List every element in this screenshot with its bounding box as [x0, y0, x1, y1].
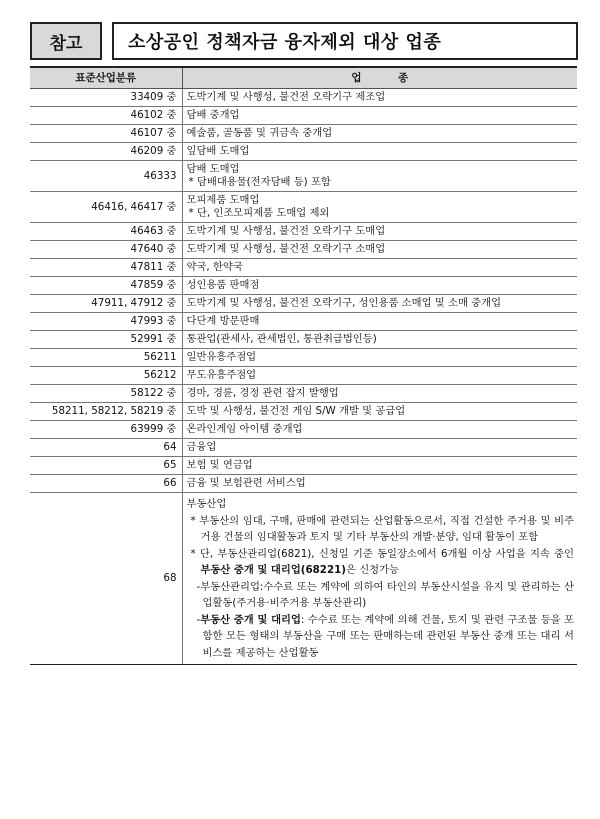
table-row — [30, 421, 577, 439]
table-row — [30, 125, 577, 143]
industry-name: 경마, 경륜, 경정 관련 잡지 발행업 — [186, 387, 339, 399]
industry-code: 65 — [30, 457, 182, 475]
page-title: 소상공인 정책자금 융자제외 대상 업종 — [112, 22, 578, 60]
exception-text-pre: * 단, 부동산관리업(6821), 신청일 기준 동일장소에서 6개월 이상 사업을 지속 중인 — [190, 547, 574, 560]
industry-code: 46209 중 — [30, 143, 182, 161]
industry-code: 33409 중 — [30, 89, 182, 107]
industry-description — [182, 385, 577, 403]
industry-name: 담배 도매업 — [186, 163, 240, 175]
industry-description — [182, 277, 577, 295]
excluded-industries-table — [30, 66, 577, 665]
table-row — [30, 385, 577, 403]
realestate-def-brokerage — [187, 612, 575, 662]
industry-code: 56212 — [30, 367, 182, 385]
reference-tag: 참고 — [30, 22, 102, 60]
industry-code: 68 — [30, 493, 182, 665]
industry-name: 담배 중개업 — [186, 109, 240, 121]
industry-code: 66 — [30, 475, 182, 493]
industry-name: 모피제품 도매업 — [186, 194, 260, 206]
industry-description — [182, 259, 577, 277]
brokerage-text: : 수수료 또는 계약에 의해 건물, 토지 및 관련 구조물 등을 포함한 모든 형태의 부동산을 구매 또는 판매하는데 관련된 부동산 중개 또는 대리 서비스를 제공하는 산업활동 — [202, 613, 574, 659]
industry-description — [182, 192, 577, 223]
industry-code: 46333 — [30, 161, 182, 192]
industry-name: 성인용품 판매점 — [186, 279, 260, 291]
industry-code: 47993 중 — [30, 313, 182, 331]
column-header-code: 표준산업분류 — [30, 67, 182, 89]
table-row — [30, 295, 577, 313]
industry-code: 46416, 46417 중 — [30, 192, 182, 223]
industry-code: 46107 중 — [30, 125, 182, 143]
industry-code: 58211, 58212, 58219 중 — [30, 403, 182, 421]
industry-name: 무도유흥주점업 — [186, 369, 257, 381]
table-row — [30, 259, 577, 277]
table-row — [30, 403, 577, 421]
table-row — [30, 89, 577, 107]
industry-description — [182, 439, 577, 457]
industry-code: 46463 중 — [30, 223, 182, 241]
industry-name: 통관업(관세사, 관세법인, 통관취급법인등) — [186, 333, 377, 345]
industry-description — [182, 241, 577, 259]
industry-name: 약국, 한약국 — [186, 261, 243, 273]
industry-description — [182, 107, 577, 125]
table-row-realestate — [30, 493, 577, 665]
industry-description — [182, 475, 577, 493]
table-row — [30, 457, 577, 475]
table-header-row — [30, 67, 577, 89]
realestate-def-management: -부동산관리업:수수료 또는 계약에 의하여 타인의 부동산시설을 유지 및 관리하는 산업활동(주거용·비주거용 부동산관리) — [196, 580, 574, 609]
page-header — [30, 22, 578, 60]
industry-name: 도박기계 및 사행성, 불건전 오락기구, 성인용품 소매업 및 소매 중개업 — [186, 297, 502, 309]
industry-description — [182, 349, 577, 367]
industry-description — [182, 223, 577, 241]
exception-text-bold: 부동산 중개 및 대리업(68221) — [200, 564, 347, 576]
industry-code: 56211 — [30, 349, 182, 367]
table-row — [30, 107, 577, 125]
industry-description — [182, 403, 577, 421]
industry-code: 47911, 47912 중 — [30, 295, 182, 313]
industry-description — [182, 295, 577, 313]
industry-name: 금융업 — [186, 441, 217, 453]
industry-code: 52991 중 — [30, 331, 182, 349]
industry-code: 47811 중 — [30, 259, 182, 277]
industry-description — [182, 313, 577, 331]
table-row — [30, 223, 577, 241]
industry-description — [182, 493, 577, 665]
industry-name: 잎담배 도매업 — [186, 145, 250, 157]
column-header-business: 업 종 — [182, 67, 577, 89]
table-row — [30, 241, 577, 259]
industry-name: 온라인게임 아이템 중개업 — [186, 423, 303, 435]
industry-description — [182, 367, 577, 385]
realestate-note-exception — [187, 546, 575, 579]
industry-description — [182, 457, 577, 475]
industry-description — [182, 331, 577, 349]
table-row — [30, 331, 577, 349]
table-row — [30, 313, 577, 331]
industry-code: 47859 중 — [30, 277, 182, 295]
table-row — [30, 349, 577, 367]
industry-name: 일반유흥주점업 — [186, 351, 257, 363]
table-row — [30, 475, 577, 493]
industry-note: * 담배대용물(전자담배 등) 포함 — [188, 176, 331, 188]
industry-name: 도박 및 사행성, 불건전 게임 S/W 개발 및 공급업 — [186, 405, 406, 417]
table-row — [30, 161, 577, 192]
brokerage-bold: 부동산 중개 및 대리업 — [200, 613, 301, 626]
industry-name: 부동산업 — [186, 498, 227, 510]
table-row — [30, 277, 577, 295]
industry-description — [182, 161, 577, 192]
industry-name: 도박기계 및 사행성, 불건전 오락기구 도매업 — [186, 225, 386, 237]
industry-name: 다단계 방문판매 — [186, 315, 260, 327]
industry-name: 도박기계 및 사행성, 불건전 오락기구 소매업 — [186, 243, 386, 255]
industry-code: 46102 중 — [30, 107, 182, 125]
industry-name: 예술품, 골동품 및 귀금속 중개업 — [186, 127, 333, 139]
industry-name: 보험 및 연금업 — [186, 459, 253, 471]
industry-code: 47640 중 — [30, 241, 182, 259]
industry-description — [182, 89, 577, 107]
table-row — [30, 143, 577, 161]
table-body — [30, 89, 577, 665]
realestate-note-scope: * 부동산의 임대, 구매, 판매에 관련되는 산업활동으로서, 직접 건설한 주거용 및 비주거용 건물의 임대활동과 토지 및 기타 부동산의 개발·분양, 임대 활동이 포함 — [190, 514, 574, 543]
industry-name: 금융 및 보험관련 서비스업 — [186, 477, 306, 489]
exception-text-post: 은 신청가능 — [346, 564, 400, 576]
industry-code: 58122 중 — [30, 385, 182, 403]
industry-note: * 단, 인조모피제품 도매업 제외 — [188, 207, 330, 219]
table-row — [30, 367, 577, 385]
industry-name: 도박기계 및 사행성, 불건전 오락기구 제조업 — [186, 91, 386, 103]
industry-code: 63999 중 — [30, 421, 182, 439]
industry-description — [182, 421, 577, 439]
industry-description — [182, 143, 577, 161]
table-row — [30, 192, 577, 223]
industry-code: 64 — [30, 439, 182, 457]
industry-description — [182, 125, 577, 143]
brokerage-dash: - — [196, 613, 201, 626]
table-row — [30, 439, 577, 457]
